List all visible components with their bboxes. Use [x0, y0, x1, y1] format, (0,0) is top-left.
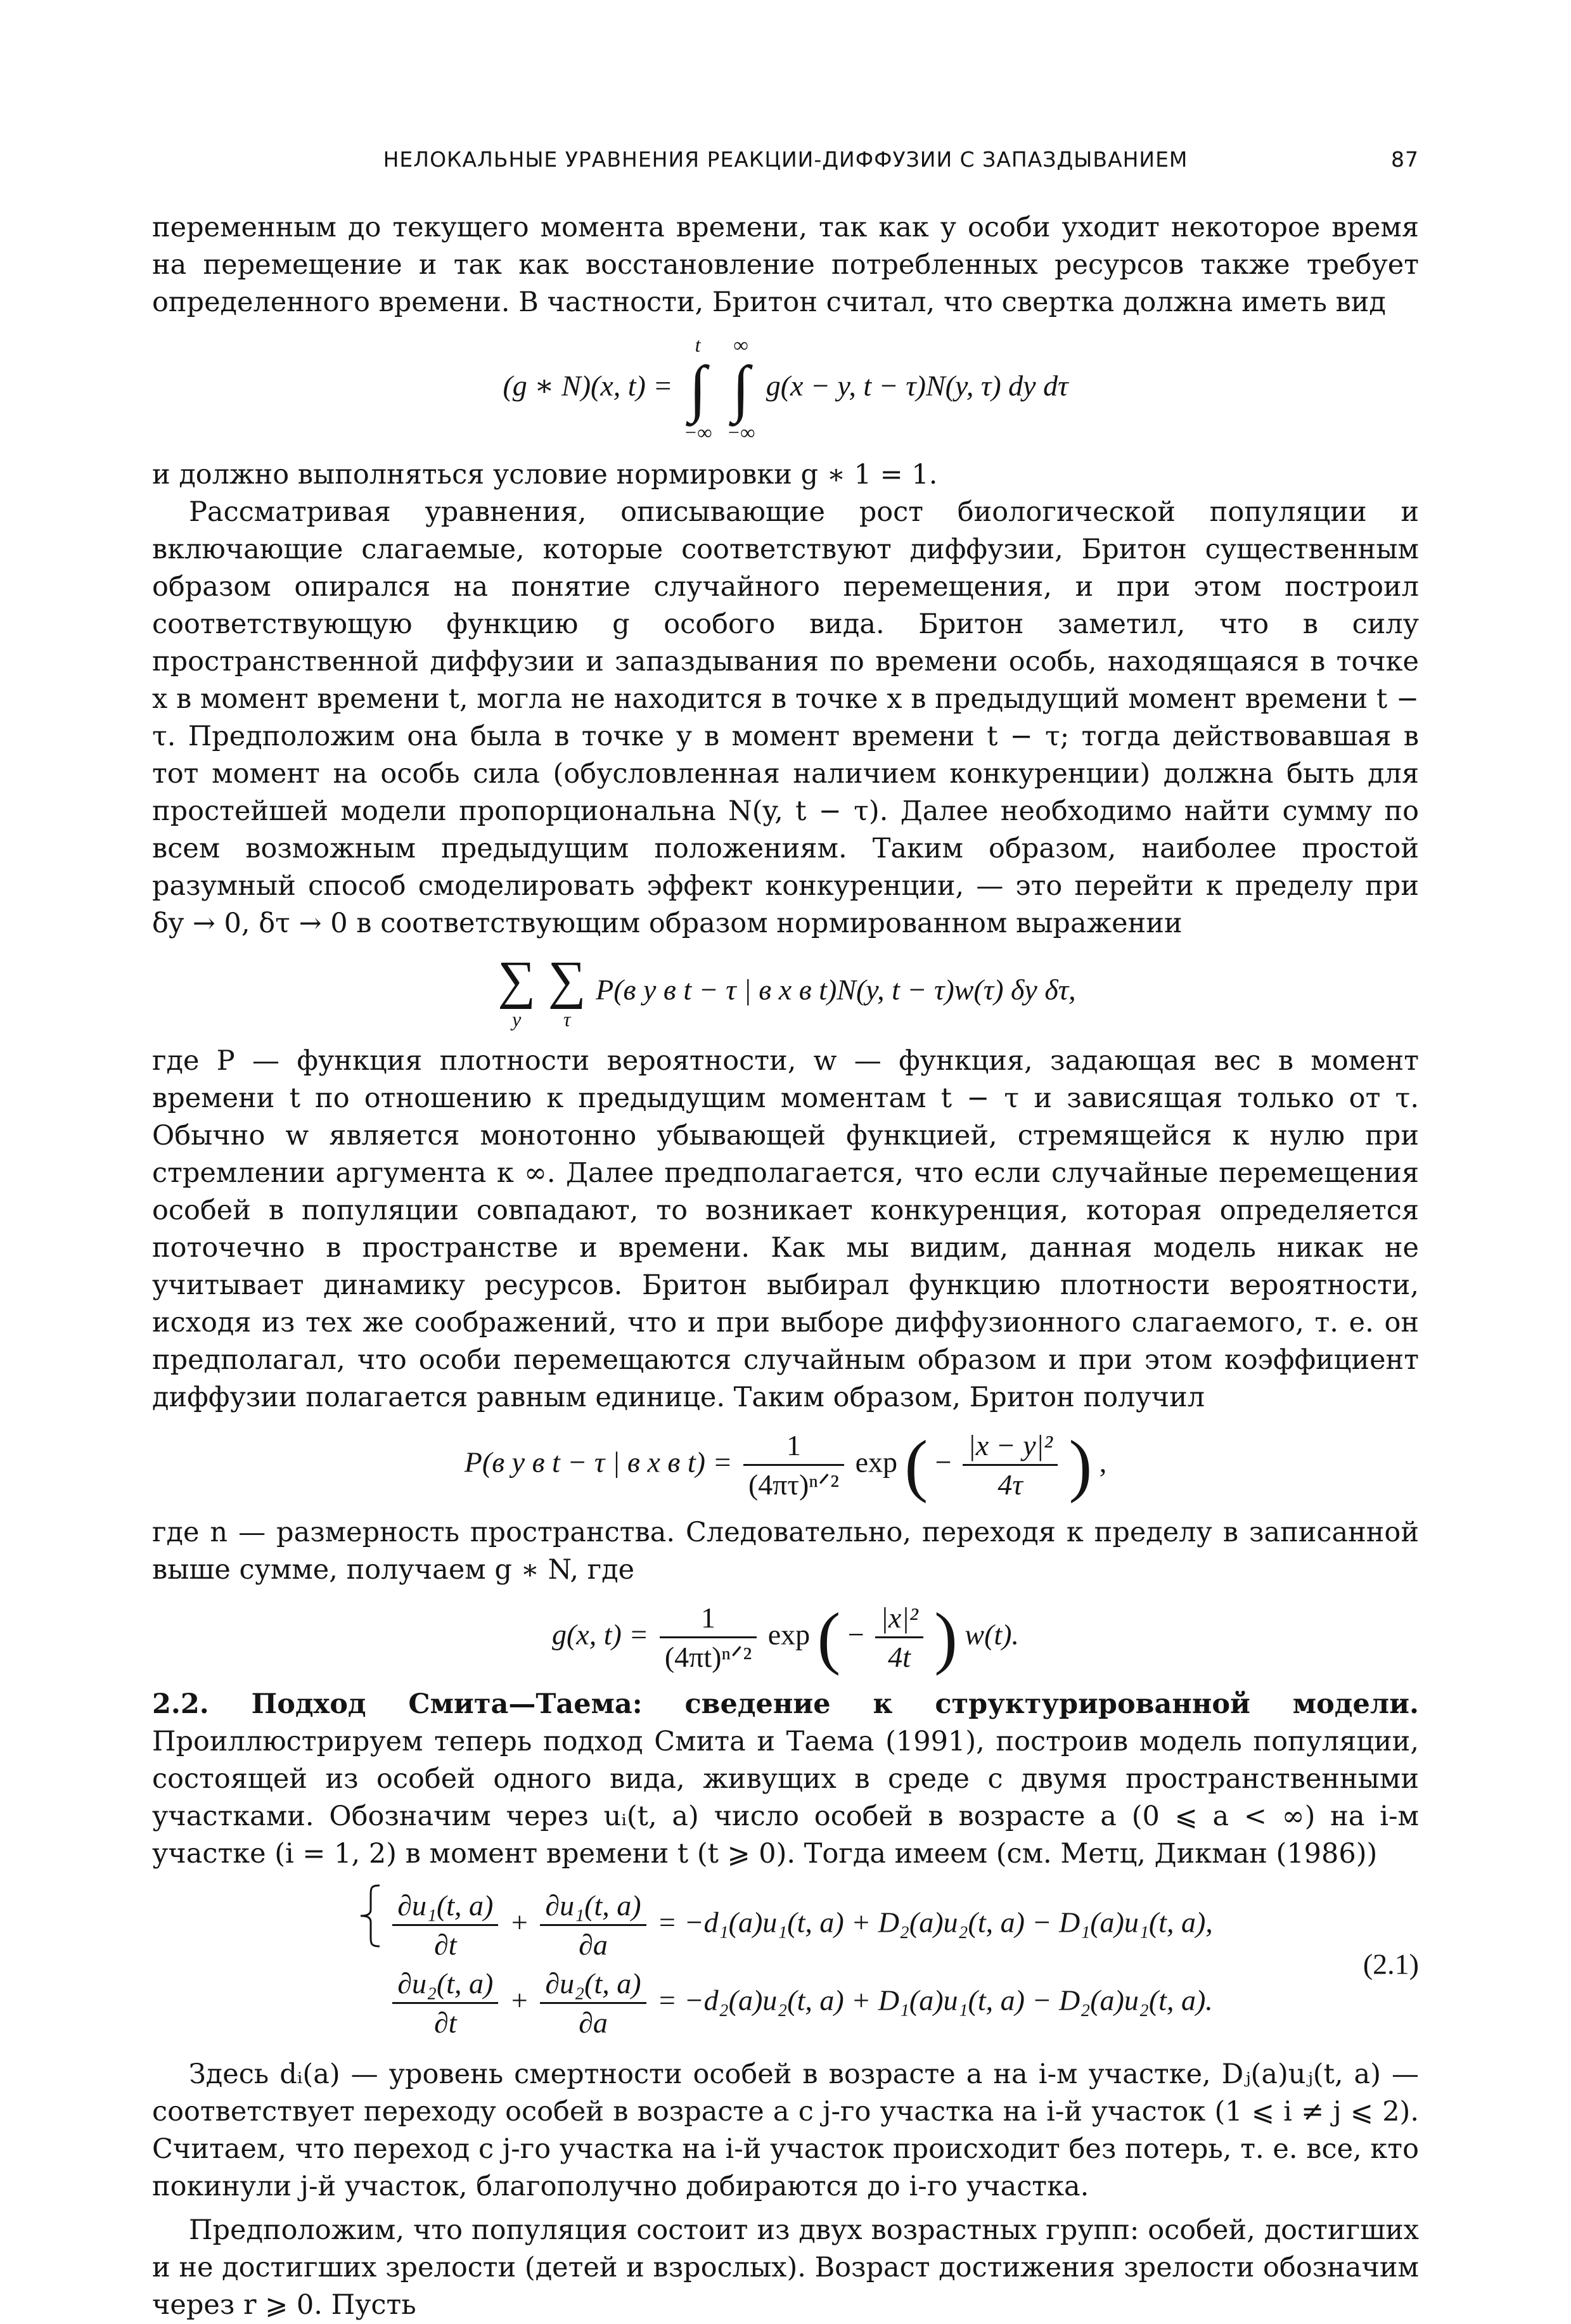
- equation-row-2: [388, 1966, 1213, 2040]
- minus-sign: −: [935, 1446, 952, 1479]
- g-numerator: 1: [660, 1600, 757, 1638]
- inner-integral: [727, 333, 755, 445]
- right-paren-icon: ): [934, 1598, 958, 1676]
- g-exp: exp: [767, 1617, 811, 1650]
- prob-tail: ,: [1099, 1446, 1107, 1479]
- eq1-num-2: ∂u₁(t, a): [540, 1888, 646, 1926]
- sum-formula: [152, 950, 1419, 1031]
- paragraph-8: Предположим, что популяция состоит из двух возрастных групп: особей, достигших и не достигших зрелости (детей и взрослых). Возраст достижения зрелости обозначим через r ⩾ 0. Пусть: [152, 2214, 1419, 2321]
- eq2-rhs: = −d₂(a)u₂(t, a) + D₁(a)u₁(t, a) − D₂(a)u₂(t, a).: [657, 1984, 1213, 2017]
- g-inner-denominator: 4t: [888, 1640, 911, 1673]
- section-heading: 2.2. Подход Смита—Таема: сведение к структурированной модели.: [152, 1688, 1419, 1720]
- sum-sign-icon: ∑: [497, 950, 536, 1010]
- integral-sign-icon: ∫: [732, 353, 750, 424]
- integral-sign-icon: ∫: [689, 353, 707, 424]
- paragraph-7: Здесь dᵢ(a) — уровень смертности особей в возрасте a на i-м участке, Dⱼ(a)uⱼ(t, a) — соответствует переходу особей в возрасте a с j-го участка на i-й участок (1 ⩽ i ≠ j ⩽ 2). Считаем, что переход с j-го участка на i-й участок происходит без потерь, т. е. все, кто покинули j-й участок, благополучно добираются до i-го участка.: [152, 2058, 1419, 2202]
- sum-body: P(в y в t − τ | в x в t)N(y, t − τ)w(τ) δy δτ,: [596, 973, 1076, 1006]
- eq1-num-1: ∂u₁(t, a): [392, 1888, 498, 1926]
- outer-upper-limit: t: [695, 333, 701, 356]
- prob-inner-fraction: [963, 1428, 1058, 1502]
- probability-formula: [152, 1428, 1419, 1502]
- g-inner-numerator: |x|²: [875, 1600, 923, 1638]
- sum-index-y: y: [512, 1007, 522, 1030]
- g-inner-fraction: [875, 1600, 923, 1674]
- left-paren-icon: (: [817, 1598, 841, 1676]
- sum-index-tau: τ: [563, 1007, 571, 1030]
- sum-over-y: [497, 950, 536, 1031]
- eq1-frac-1: [392, 1888, 498, 1962]
- prob-inner-numerator: |x − y|²: [963, 1428, 1058, 1466]
- conv-integrand: g(x − y, t − τ)N(y, τ) dy dτ: [766, 369, 1068, 402]
- equation-system: [358, 1884, 1213, 2045]
- sum-sign-icon: ∑: [548, 950, 586, 1010]
- paragraph-2: и должно выполняться условие нормировки g ∗ 1 = 1.: [152, 458, 938, 491]
- equation-row-1: [388, 1888, 1213, 1962]
- system-2-1: [152, 1884, 1419, 2045]
- eq2-frac-1: [392, 1966, 498, 2040]
- page-number: 87: [1391, 147, 1419, 172]
- equation-number: (2.1): [1363, 1948, 1419, 1981]
- outer-lower-limit: −∞: [683, 421, 712, 444]
- kernel-formula: [152, 1600, 1419, 1674]
- section-body: Проиллюстрируем теперь подход Смита и Таема (1991), построив модель популяции, состоящей из особей одного вида, живущих в среде с двумя пространственными участками. Обозначим через uᵢ(t, a) число особей в возрасте a (0 ⩽ a < ∞) на i-м участке (i = 1, 2) в момент времени t (t ⩾ 0). Тогда имеем (см. Метц, Дикман (1986)): [152, 1725, 1419, 1870]
- left-paren-icon: (: [904, 1426, 928, 1504]
- eq1-rhs: = −d₁(a)u₁(t, a) + D₂(a)u₂(t, a) − D₁(a)u₁(t, a),: [657, 1906, 1213, 1939]
- prob-fraction: [743, 1428, 844, 1502]
- paragraph-1: переменным до текущего момента времени, так как у особи уходит некоторое время на перемещение и так как восстановление потребленных ресурсов также требует определенного времени. В частности, Бритон считал, что свертка должна иметь вид: [152, 212, 1419, 318]
- paragraph-3: Рассматривая уравнения, описывающие рост биологической популяции и включающие слагаемые, которые соответствуют диффузии, Бритон существенным образом опирался на понятие случайного перемещения, и при этом построил соответствующую функцию g особого вида. Бритон заметил, что в силу пространственной диффузии и запаздывания по времени особь, находящаяся в точке x в момент времени t, могла не находится в точке x в предыдущий момент времени t − τ. Предположим она была в точке y в момент времени t − τ; тогда действовавшая в тот момент на особь сила (обусловленная наличием конкуренции) должна быть для простейшей модели пропорциональна N(y, t − τ). Далее необходимо найти сумму по всем возможным предыдущим положениям. Таким образом, наиболее простой разумный способ смоделировать эффект конкуренции, — это перейти к пределу при δy → 0, δτ → 0 в соответствующим образом нормированном выражении: [152, 496, 1419, 939]
- running-head: [152, 147, 1419, 179]
- inner-upper-limit: ∞: [733, 333, 748, 356]
- sum-over-tau: [548, 950, 586, 1031]
- left-brace-icon: [358, 1884, 382, 1948]
- eq2-num-2: ∂u₂(t, a): [540, 1966, 646, 2004]
- eq2-den-1: ∂t: [434, 2006, 457, 2039]
- plus-sign: +: [509, 1984, 529, 2017]
- plus-sign: +: [509, 1906, 529, 1939]
- eq2-frac-2: [540, 1966, 646, 2040]
- g-fraction: [660, 1600, 757, 1674]
- convolution-formula: [152, 333, 1419, 445]
- g-lhs: g(x, t) =: [551, 1617, 649, 1650]
- inner-lower-limit: −∞: [726, 421, 755, 444]
- prob-denominator: (4πτ)ⁿᐟ²: [748, 1468, 840, 1501]
- paragraph-5: где n — размерность пространства. Следовательно, переходя к пределу в записанной выше сумме, получаем g ∗ N, где: [152, 1516, 1419, 1586]
- prob-lhs: P(в y в t − τ | в x в t) =: [464, 1446, 733, 1479]
- eq1-den-1: ∂t: [434, 1929, 457, 1961]
- g-denominator: (4πt)ⁿᐟ²: [664, 1640, 752, 1673]
- body-text: [152, 209, 1419, 2324]
- paragraph-6: [152, 1686, 1419, 1873]
- prob-exp: exp: [855, 1446, 898, 1479]
- right-paren-icon: ): [1068, 1426, 1093, 1504]
- eq1-den-2: ∂a: [579, 1929, 608, 1961]
- prob-inner-denominator: 4τ: [997, 1468, 1023, 1501]
- paragraph-4: где P — функция плотности вероятности, w — функция, задающая вес в момент времени t по отношению к предыдущим моментам t − τ и зависящая только от τ. Обычно w является монотонно убывающей функцией, стремящейся к нулю при стремлении аргумента к ∞. Далее предполагается, что если случайные перемещения особей в популяции совпадают, то возникает конкуренция, которая определяется поточечно в пространстве и времени. Как мы видим, данная модель никак не учитывает динамику ресурсов. Бритон выбирал функцию плотности вероятности, исходя из тех же соображений, что и при выборе диффузионного слагаемого, т. е. он предполагал, что особи перемещаются случайным образом и при этом коэффициент диффузии полагается равным единице. Таким образом, Бритон получил: [152, 1045, 1419, 1414]
- outer-integral: [684, 333, 712, 445]
- eq1-frac-2: [540, 1888, 646, 1962]
- prob-numerator: 1: [743, 1428, 844, 1466]
- minus-sign: −: [847, 1617, 864, 1650]
- running-title: НЕЛОКАЛЬНЫЕ УРАВНЕНИЯ РЕАКЦИИ-ДИФФУЗИИ С ЗАПАЗДЫВАНИЕМ: [383, 147, 1188, 172]
- eq2-num-1: ∂u₂(t, a): [392, 1966, 498, 2004]
- conv-lhs: (g ∗ N)(x, t) =: [503, 369, 673, 402]
- g-tail: w(t).: [965, 1617, 1020, 1650]
- eq2-den-2: ∂a: [579, 2006, 608, 2039]
